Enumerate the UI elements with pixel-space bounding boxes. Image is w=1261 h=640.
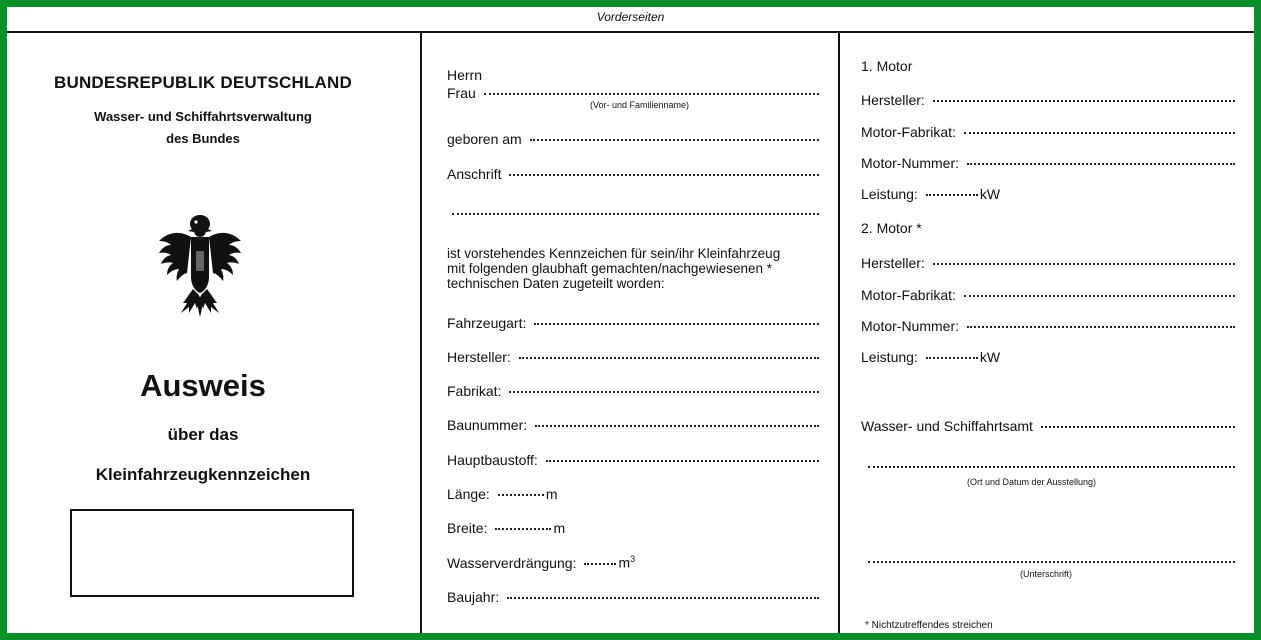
- motor-1-leistung-field[interactable]: Leistung: kW: [861, 186, 1001, 202]
- motor-2-heading: 2. Motor *: [861, 220, 922, 236]
- assignment-paragraph: ist vorstehendes Kennzeichen für sein/ihr Kleinfahrzeug mit folgenden glaubhaft gemachten/nachgewiesenen * technischen Daten zugeteilt worden:: [447, 246, 781, 291]
- anschrift-label: Anschrift: [447, 166, 502, 182]
- issuing-office-field[interactable]: Wasser- und Schiffahrtsamt: [861, 418, 1235, 434]
- footnote: * Nichtzutreffendes streichen: [865, 620, 993, 631]
- geboren-label: geboren am: [447, 131, 522, 147]
- document-subtitle-1: über das: [167, 425, 239, 444]
- motor-1-fabrikat-field[interactable]: Motor-Fabrikat:: [861, 124, 1235, 140]
- address-field[interactable]: [447, 166, 819, 182]
- document-title: Ausweis: [140, 368, 266, 403]
- motor-1-nummer-field[interactable]: Motor-Nummer:: [861, 155, 1235, 171]
- laenge-field[interactable]: Länge: m: [447, 486, 558, 502]
- address-line-2[interactable]: [452, 213, 819, 215]
- engine-data-panel: [840, 33, 1254, 633]
- motor-2-leistung-field[interactable]: Leistung: kW: [861, 349, 1001, 365]
- owner-data-panel: [422, 33, 840, 633]
- motor-2-fabrikat-field[interactable]: Motor-Fabrikat:: [861, 287, 1235, 303]
- breite-field[interactable]: Breite: m: [447, 520, 566, 536]
- hersteller-field[interactable]: Hersteller:: [447, 349, 819, 365]
- country-title: BUNDESREPUBLIK DEUTSCHLAND: [54, 73, 352, 92]
- motor-1-hersteller-field[interactable]: Hersteller:: [861, 92, 1235, 108]
- admin-line-1: Wasser- und Schiffahrtsverwaltung: [94, 109, 312, 124]
- motor-2-nummer-field[interactable]: Motor-Nummer:: [861, 318, 1235, 334]
- wasserverdraengung-field[interactable]: Wasserverdrängung: $m^3$: [447, 554, 636, 571]
- birth-date-field[interactable]: [447, 131, 819, 147]
- federal-eagle-icon: [155, 211, 245, 321]
- cover-panel: [7, 33, 422, 633]
- signature-line[interactable]: [868, 561, 1235, 563]
- name-field[interactable]: [447, 85, 819, 101]
- place-date-line[interactable]: [868, 466, 1235, 468]
- baujahr-field[interactable]: Baujahr:: [447, 589, 819, 605]
- fahrzeugart-field[interactable]: Fahrzeugart:: [447, 315, 819, 331]
- fabrikat-field[interactable]: Fabrikat:: [447, 383, 819, 399]
- plate-number-box[interactable]: [70, 509, 354, 597]
- document-subtitle-2: Kleinfahrzeugkennzeichen: [95, 465, 311, 484]
- signature-hint: (Unterschrift): [1020, 569, 1073, 579]
- hauptbaustoff-field[interactable]: Hauptbaustoff:: [447, 452, 819, 468]
- herrn-label: Herrn: [447, 67, 483, 83]
- page-header: Vorderseiten: [7, 7, 1254, 33]
- admin-line-2: des Bundes: [166, 131, 240, 146]
- frau-label: Frau: [447, 85, 476, 101]
- baunummer-field[interactable]: Baunummer:: [447, 417, 819, 433]
- place-date-hint: (Ort und Datum der Ausstellung): [967, 477, 1097, 487]
- name-hint: (Vor- und Familienname): [590, 100, 690, 110]
- motor-1-heading: 1. Motor: [861, 58, 913, 74]
- motor-2-hersteller-field[interactable]: Hersteller:: [861, 255, 1235, 271]
